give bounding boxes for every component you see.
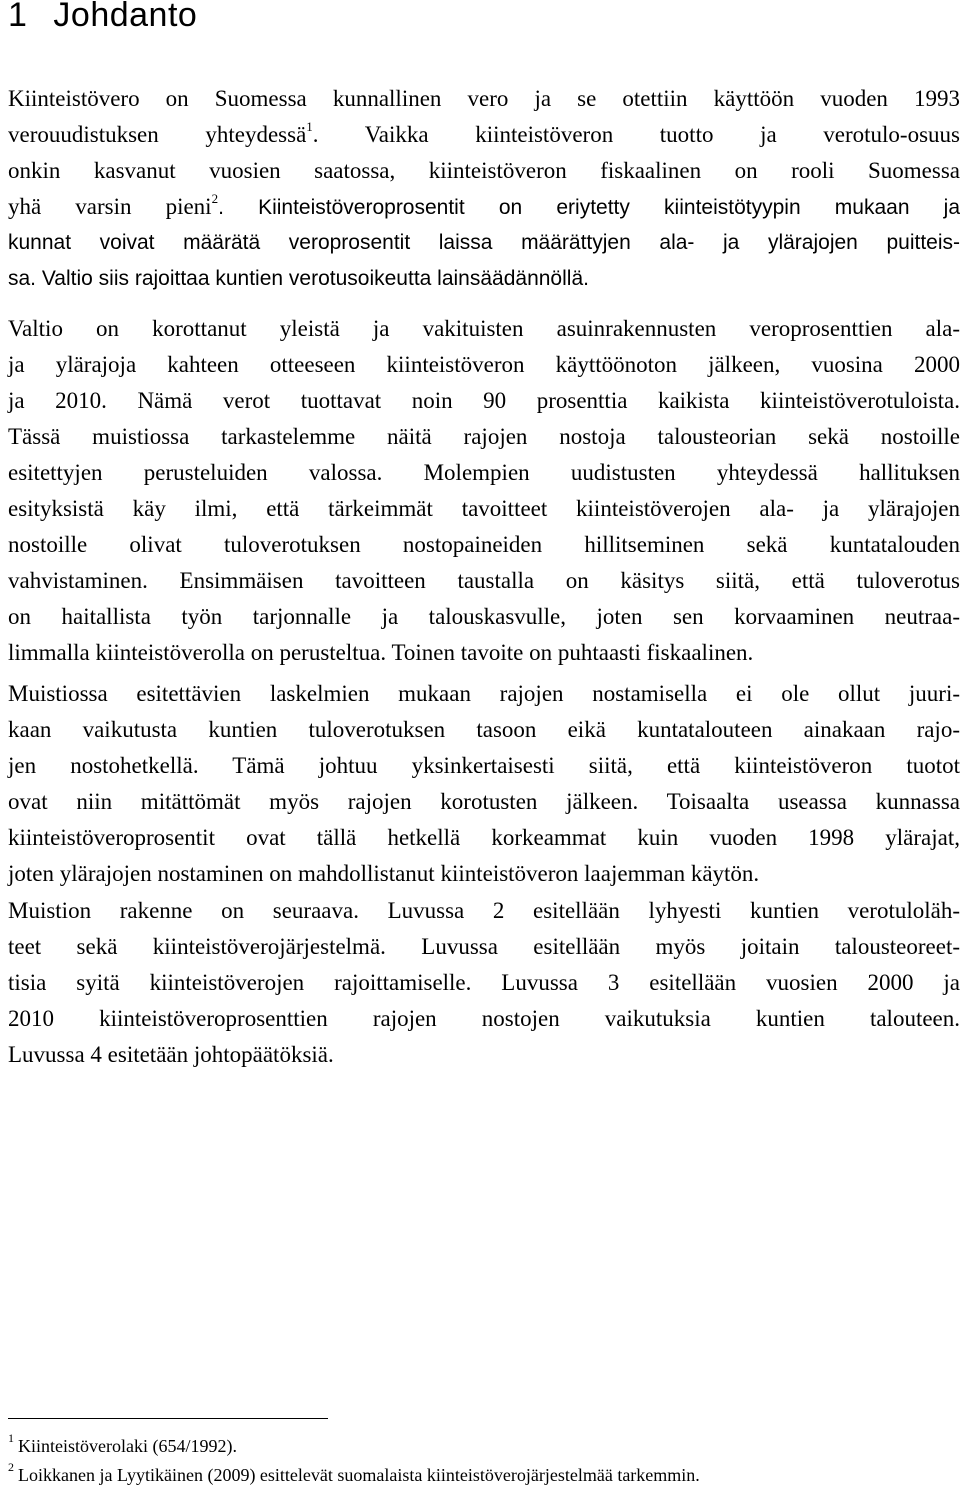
text-run: . Kiinteistöveroprosentit on eriytetty kiinteistötyypin mukaan ja: [218, 196, 960, 219]
text-line: kiinteistöveroprosentit ovat tällä hetkellä korkeammat kuin vuoden 1998 ylärajat,: [8, 825, 960, 850]
footnote-text: Loikkanen ja Lyytikäinen (2009) esittelevät suomalaista kiinteistöverojärjestelmää tarkemmin.: [18, 1465, 700, 1485]
text-line: on haitallista työn tarjonnalle ja talouskasvulle, joten sen korvaaminen neutraa-: [8, 604, 960, 629]
chapter-number: 1: [8, 0, 28, 34]
paragraph-2: [8, 311, 960, 671]
text-line: sa. Valtio siis rajoittaa kuntien verotusoikeutta lainsäädännöllä.: [8, 267, 589, 290]
footnote-1: [8, 1431, 237, 1458]
chapter-title: Johdanto: [53, 0, 198, 34]
text-line: vahvistaminen. Ensimmäisen tavoitteen taustalla on käsitys siitä, että tuloverotus: [8, 568, 960, 593]
text-line: ovat niin mitättömät myös rajojen korotusten jälkeen. Toisaalta useassa kunnassa: [8, 789, 960, 814]
text-line: Tässä muistiossa tarkastelemme näitä rajojen nostoja talousteorian sekä nostoille: [8, 424, 960, 449]
text-line: esityksistä käy ilmi, että tärkeimmät tavoitteet kiinteistöverojen ala- ja ylärajojen: [8, 496, 960, 521]
text-line: Muistion rakenne on seuraava. Luvussa 2 esitellään lyhyesti kuntien verotuloläh-: [8, 898, 960, 923]
text-line: teet sekä kiinteistöverojärjestelmä. Luvussa esitellään myös joitain talousteoreet-: [8, 934, 960, 959]
footnote-mark: 2: [8, 1460, 14, 1474]
text-line: esitettyjen perusteluiden valossa. Molempien uudistusten yhteydessä hallituksen: [8, 460, 960, 485]
text-line: limmalla kiinteistöverolla on perusteltua. Toinen tavoite on puhtaasti fiskaalinen.: [8, 640, 754, 665]
paragraph-4: [8, 893, 960, 1073]
text-line: [8, 117, 960, 153]
footnote-2: [8, 1460, 700, 1487]
paragraph-3: [8, 676, 960, 892]
footnote-ref-1: 1: [306, 119, 313, 135]
text-line: Luvussa 4 esitetään johtopäätöksiä.: [8, 1042, 334, 1067]
text-line: Kiinteistövero on Suomessa kunnallinen vero ja se otettiin käyttöön vuoden 1993: [8, 86, 960, 111]
text-line: 2010 kiinteistöveroprosenttien rajojen nostojen vaikutuksia kuntien talouteen.: [8, 1006, 960, 1031]
text-line: ja 2010. Nämä verot tuottavat noin 90 prosenttia kaikista kiinteistöverotuloista.: [8, 388, 960, 413]
text-line: Muistiossa esitettävien laskelmien mukaan rajojen nostamisella ei ole ollut juuri-: [8, 681, 960, 706]
text-line: joten ylärajojen nostaminen on mahdollistanut kiinteistöveron laajemman käytön.: [8, 861, 760, 886]
text-line: jen nostohetkellä. Tämä johtuu yksinkertaisesti siitä, että kiinteistöveron tuotot: [8, 753, 960, 778]
footnote-mark: 1: [8, 1431, 14, 1445]
text-line: tisia syitä kiinteistöverojen rajoittamiselle. Luvussa 3 esitellään vuosien 2000 ja: [8, 970, 960, 995]
text-run: . Vaikka kiinteistöveron tuotto ja verotulo-osuus: [312, 122, 960, 147]
text-run: yhä varsin pieni: [8, 194, 212, 219]
text-line: ja ylärajoja kahteen otteeseen kiinteistöveron käyttöönoton jälkeen, vuosina 2000: [8, 352, 960, 377]
text-line: nostoille olivat tuloverotuksen nostopaineiden hillitseminen sekä kuntatalouden: [8, 532, 960, 557]
text-line: kaan vaikutusta kuntien tuloverotuksen tasoon eikä kuntatalouteen ainakaan rajo-: [8, 717, 960, 742]
text-line: onkin kasvanut vuosien saatossa, kiinteistöveron fiskaalinen on rooli Suomessa: [8, 158, 960, 183]
text-line: [8, 189, 960, 225]
footnote-separator: [8, 1418, 328, 1419]
footnote-text: Kiinteistöverolaki (654/1992).: [18, 1436, 237, 1456]
text-line: kunnat voivat määrätä veroprosentit laissa määrättyjen ala- ja ylärajojen puitteis-: [8, 231, 960, 254]
chapter-heading: [8, 0, 197, 35]
paragraph-1: [8, 81, 960, 297]
text-run: verouudistuksen yhteydessä: [8, 122, 307, 147]
footnote-ref-2: 2: [211, 191, 219, 207]
text-line: Valtio on korottanut yleistä ja vakituisten asuinrakennusten veroprosenttien ala-: [8, 316, 960, 341]
